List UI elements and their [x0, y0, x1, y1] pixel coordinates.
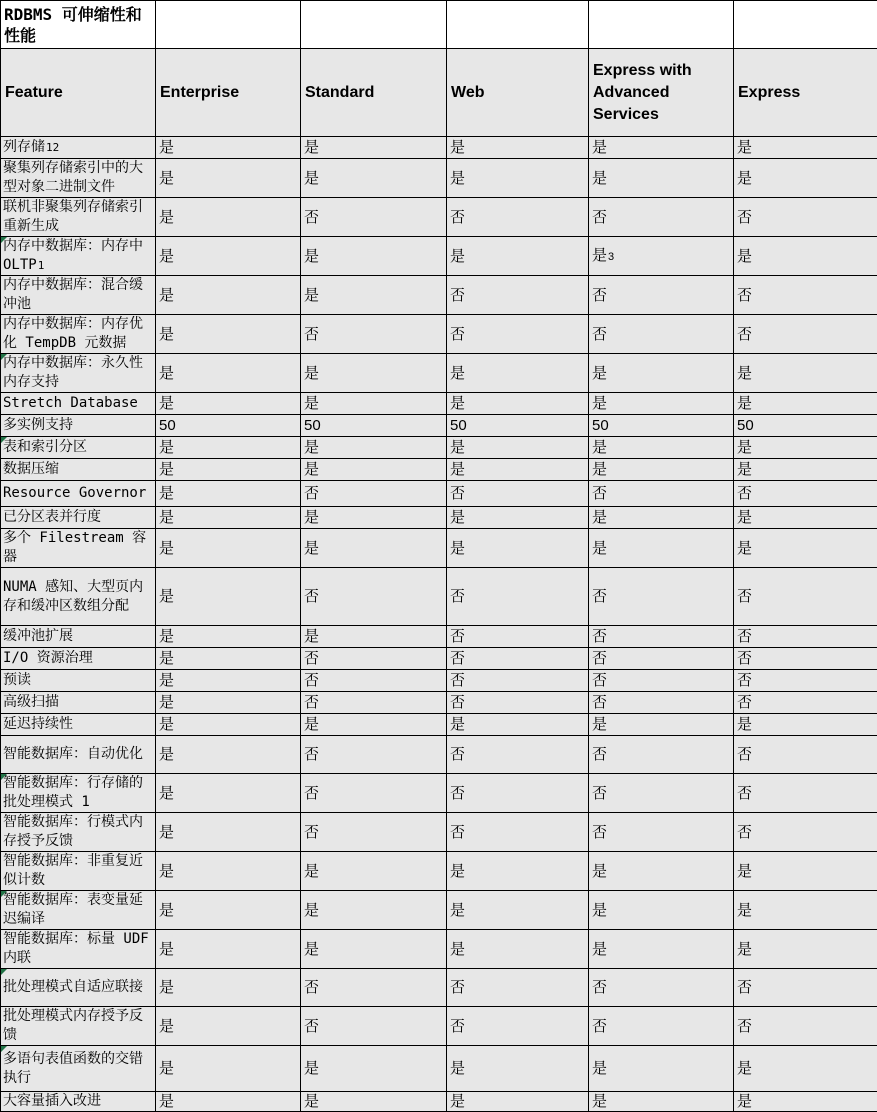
value-cell[interactable]: 是 [301, 891, 447, 930]
value-cell[interactable]: 是 [447, 159, 589, 198]
value-cell[interactable]: 否 [301, 736, 447, 774]
feature-cell[interactable]: 数据压缩 [1, 459, 156, 481]
value-cell[interactable]: 是 [156, 507, 301, 529]
table-row [1, 315, 877, 354]
value-cell[interactable]: 是 [734, 354, 877, 393]
value-cell[interactable]: 是 [156, 137, 301, 159]
value-cell[interactable]: 否 [734, 481, 877, 507]
value-cell[interactable]: 否 [734, 692, 877, 714]
value-cell[interactable]: 是 [734, 437, 877, 459]
value-cell[interactable]: 是 [156, 159, 301, 198]
value-cell[interactable]: 是 [734, 1046, 877, 1092]
table-row [1, 237, 877, 276]
value-cell[interactable]: 是 [301, 714, 447, 736]
table-row [1, 714, 877, 736]
value-cell[interactable]: 是 [156, 774, 301, 813]
value-cell[interactable]: 是 [301, 529, 447, 568]
value-cell[interactable]: 否 [447, 626, 589, 648]
value-cell[interactable]: 是 [301, 354, 447, 393]
value-cell[interactable]: 否 [447, 670, 589, 692]
value-cell[interactable]: 否 [589, 1007, 734, 1046]
value-cell[interactable]: 是 [301, 852, 447, 891]
value-cell[interactable]: 是 [301, 626, 447, 648]
value-cell[interactable]: 否 [734, 670, 877, 692]
value-cell[interactable]: 否 [589, 692, 734, 714]
value-cell[interactable]: 是 [156, 648, 301, 670]
value-cell[interactable]: 否 [301, 969, 447, 1007]
column-header-express-advanced-services[interactable]: Express with Advanced Services [589, 49, 734, 137]
footnote-ref: 12 [45, 141, 59, 154]
table-row [1, 159, 877, 198]
feature-cell[interactable]: 聚集列存储索引中的大型对象二进制文件 [1, 159, 156, 198]
value-cell[interactable]: 是 [734, 1092, 877, 1112]
table-row [1, 459, 877, 481]
column-header-feature[interactable]: Feature [1, 49, 156, 137]
value-cell[interactable]: 否 [301, 1007, 447, 1046]
feature-cell[interactable]: 智能数据库：表变量延迟编译 [1, 891, 156, 930]
value-cell[interactable]: 是 [447, 714, 589, 736]
value-cell[interactable]: 否 [734, 774, 877, 813]
value-cell[interactable]: 是 [447, 1046, 589, 1092]
value-cell[interactable]: 50 [301, 415, 447, 437]
value-cell[interactable]: 是 [156, 237, 301, 276]
value-cell[interactable]: 否 [301, 648, 447, 670]
value-cell[interactable]: 否 [734, 198, 877, 237]
value-cell[interactable]: 否 [589, 648, 734, 670]
value-cell[interactable]: 否 [734, 813, 877, 852]
value-cell[interactable]: 是 [156, 354, 301, 393]
value-cell[interactable]: 是 [734, 159, 877, 198]
value-cell[interactable]: 否 [301, 198, 447, 237]
table-row [1, 1046, 877, 1092]
value-cell[interactable]: 是 [301, 507, 447, 529]
value-cell[interactable]: 否 [734, 1007, 877, 1046]
value-cell[interactable]: 否 [734, 969, 877, 1007]
feature-cell[interactable]: 预读 [1, 670, 156, 692]
value-cell[interactable]: 否 [447, 736, 589, 774]
column-header-row [1, 49, 877, 137]
feature-cell[interactable]: 批处理模式内存授予反馈 [1, 1007, 156, 1046]
feature-cell[interactable]: 智能数据库：非重复近似计数 [1, 852, 156, 891]
value-cell[interactable]: 50 [447, 415, 589, 437]
table-row [1, 198, 877, 237]
value-cell[interactable]: 否 [301, 315, 447, 354]
table-row [1, 481, 877, 507]
table-title-row [1, 1, 877, 49]
value-cell[interactable]: 是 [447, 1092, 589, 1112]
value-cell[interactable]: 是 [589, 354, 734, 393]
value-cell[interactable]: 否 [589, 626, 734, 648]
column-header-enterprise[interactable]: Enterprise [156, 49, 301, 137]
value-cell[interactable]: 否 [447, 648, 589, 670]
value-cell[interactable]: 是 [589, 507, 734, 529]
table-row [1, 437, 877, 459]
feature-cell[interactable]: 智能数据库：行存储的批处理模式 1 [1, 774, 156, 813]
table-row [1, 1092, 877, 1112]
value-cell[interactable]: 是 [734, 459, 877, 481]
table-body [1, 137, 877, 1112]
value-cell[interactable]: 否 [447, 692, 589, 714]
value-cell[interactable]: 否 [734, 648, 877, 670]
value-cell[interactable]: 否 [589, 315, 734, 354]
feature-cell[interactable]: 内存中数据库：永久性内存支持 [1, 354, 156, 393]
value-cell[interactable]: 是 [734, 529, 877, 568]
column-header-web[interactable]: Web [447, 49, 589, 137]
empty-cell[interactable] [156, 1, 301, 49]
value-cell[interactable]: 是 [301, 930, 447, 969]
table-row [1, 137, 877, 159]
feature-cell[interactable]: 智能数据库：自动优化 [1, 736, 156, 774]
value-cell[interactable]: 否 [447, 481, 589, 507]
value-cell[interactable]: 是 [156, 692, 301, 714]
value-cell[interactable]: 是 [589, 137, 734, 159]
feature-cell[interactable]: 已分区表并行度 [1, 507, 156, 529]
feature-cell[interactable]: 内存中数据库：混合缓冲池 [1, 276, 156, 315]
value-cell[interactable]: 是 [301, 437, 447, 459]
empty-cell[interactable] [734, 1, 877, 49]
feature-cell[interactable]: 智能数据库：行模式内存授予反馈 [1, 813, 156, 852]
feature-cell[interactable]: 表和索引分区 [1, 437, 156, 459]
value-cell[interactable]: 是 [734, 714, 877, 736]
value-cell[interactable]: 否 [301, 774, 447, 813]
value-cell[interactable]: 是 [589, 1092, 734, 1112]
value-cell[interactable]: 是 [447, 354, 589, 393]
value-cell[interactable]: 是 [589, 852, 734, 891]
value-cell[interactable]: 否 [447, 568, 589, 626]
value-cell[interactable]: 50 [734, 415, 877, 437]
value-cell[interactable]: 是 [301, 159, 447, 198]
value-cell[interactable]: 是 [156, 852, 301, 891]
table-row [1, 969, 877, 1007]
empty-cell[interactable] [589, 1, 734, 49]
feature-cell[interactable]: 多实例支持 [1, 415, 156, 437]
value-cell[interactable]: 否 [301, 481, 447, 507]
value-cell[interactable]: 是 [589, 159, 734, 198]
value-cell[interactable]: 是 [589, 437, 734, 459]
value-cell[interactable]: 否 [589, 670, 734, 692]
feature-cell[interactable]: Stretch Database [1, 393, 156, 415]
table-row [1, 648, 877, 670]
value-cell[interactable]: 是 [301, 237, 447, 276]
value-cell[interactable]: 否 [589, 276, 734, 315]
column-header-express[interactable]: Express [734, 49, 877, 137]
value-cell[interactable]: 是 [589, 393, 734, 415]
value-cell[interactable]: 是 [301, 1092, 447, 1112]
value-cell[interactable]: 是 [734, 930, 877, 969]
feature-cell[interactable]: 批处理模式自适应联接 [1, 969, 156, 1007]
empty-cell[interactable] [447, 1, 589, 49]
value-cell[interactable]: 是 [734, 237, 877, 276]
value-cell[interactable]: 否 [734, 626, 877, 648]
table-row [1, 736, 877, 774]
value-cell[interactable]: 是 [589, 891, 734, 930]
value-cell[interactable]: 是 [156, 891, 301, 930]
value-cell[interactable]: 是 [447, 237, 589, 276]
feature-cell[interactable]: 高级扫描 [1, 692, 156, 714]
feature-cell[interactable]: Resource Governor [1, 481, 156, 507]
value-cell[interactable]: 是 [589, 459, 734, 481]
value-cell[interactable]: 否 [734, 315, 877, 354]
value-cell[interactable]: 否 [447, 774, 589, 813]
value-cell[interactable]: 是 [156, 1007, 301, 1046]
value-cell[interactable]: 否 [301, 813, 447, 852]
value-cell[interactable]: 否 [589, 774, 734, 813]
feature-cell[interactable]: 多个 Filestream 容器 [1, 529, 156, 568]
value-cell[interactable]: 是 [156, 393, 301, 415]
value-cell[interactable]: 是 [156, 198, 301, 237]
table-row [1, 813, 877, 852]
footnote-ref: 1 [37, 259, 45, 272]
value-cell[interactable]: 否 [447, 315, 589, 354]
feature-cell[interactable]: 内存中数据库：内存优化 TempDB 元数据 [1, 315, 156, 354]
value-cell[interactable]: 是 [734, 891, 877, 930]
value-cell[interactable]: 是 [447, 852, 589, 891]
footnote-ref: 3 [607, 251, 614, 263]
value-cell[interactable]: 否 [447, 198, 589, 237]
table-title-cell[interactable]: RDBMS 可伸缩性和性能 [1, 1, 156, 49]
value-cell[interactable]: 否 [589, 568, 734, 626]
feature-cell[interactable]: 联机非聚集列存储索引重新生成 [1, 198, 156, 237]
table-row [1, 1007, 877, 1046]
value-cell[interactable]: 否 [589, 198, 734, 237]
value-cell[interactable]: 是 [447, 137, 589, 159]
value-cell[interactable]: 50 [156, 415, 301, 437]
value-cell[interactable]: 是 [156, 437, 301, 459]
table-row [1, 529, 877, 568]
table-row [1, 415, 877, 437]
table-row [1, 774, 877, 813]
feature-cell[interactable]: 缓冲池扩展 [1, 626, 156, 648]
value-cell[interactable]: 否 [589, 813, 734, 852]
value-cell[interactable]: 是 [156, 813, 301, 852]
feature-cell[interactable]: 大容量插入改进 [1, 1092, 156, 1112]
value-cell[interactable]: 否 [589, 736, 734, 774]
feature-cell[interactable]: 多语句表值函数的交错执行 [1, 1046, 156, 1092]
value-cell[interactable]: 是 [447, 507, 589, 529]
value-cell[interactable]: 是 [301, 459, 447, 481]
table-row [1, 930, 877, 969]
value-cell[interactable]: 是 [156, 626, 301, 648]
value-cell[interactable]: 是 [156, 714, 301, 736]
value-cell[interactable]: 是 [447, 891, 589, 930]
table-row [1, 568, 877, 626]
value-cell[interactable]: 是 [156, 969, 301, 1007]
value-cell[interactable]: 是 [156, 315, 301, 354]
value-cell[interactable]: 是 [301, 393, 447, 415]
value-cell[interactable]: 是 [447, 437, 589, 459]
value-cell[interactable]: 是 [156, 670, 301, 692]
value-cell[interactable]: 是 [447, 930, 589, 969]
value-cell[interactable]: 否 [301, 692, 447, 714]
feature-cell[interactable]: 智能数据库：标量 UDF 内联 [1, 930, 156, 969]
value-cell[interactable]: 是 [589, 930, 734, 969]
value-cell[interactable]: 是 [447, 459, 589, 481]
value-cell[interactable]: 否 [447, 1007, 589, 1046]
value-cell[interactable]: 是3 [589, 237, 734, 276]
value-cell[interactable]: 是 [156, 1092, 301, 1112]
table-row [1, 670, 877, 692]
value-cell[interactable]: 是 [589, 529, 734, 568]
value-cell[interactable]: 是 [589, 714, 734, 736]
value-cell[interactable]: 是 [156, 1046, 301, 1092]
value-cell[interactable]: 否 [734, 276, 877, 315]
feature-cell[interactable]: 内存中数据库：内存中 OLTP1 [1, 237, 156, 276]
value-cell[interactable]: 50 [589, 415, 734, 437]
table-row [1, 626, 877, 648]
value-cell[interactable]: 是 [156, 736, 301, 774]
feature-cell[interactable]: I/O 资源治理 [1, 648, 156, 670]
table-row [1, 692, 877, 714]
table-row [1, 507, 877, 529]
table-row [1, 393, 877, 415]
table-row [1, 354, 877, 393]
value-cell[interactable]: 是 [734, 137, 877, 159]
value-cell[interactable]: 是 [156, 930, 301, 969]
table-row [1, 852, 877, 891]
value-cell[interactable]: 是 [156, 529, 301, 568]
value-cell[interactable]: 是 [589, 1046, 734, 1092]
value-cell[interactable]: 是 [301, 276, 447, 315]
value-cell[interactable]: 是 [156, 459, 301, 481]
value-cell[interactable]: 是 [734, 507, 877, 529]
value-cell[interactable]: 否 [589, 481, 734, 507]
value-cell[interactable]: 否 [447, 813, 589, 852]
value-cell[interactable]: 否 [447, 276, 589, 315]
feature-cell[interactable]: NUMA 感知、大型页内存和缓冲区数组分配 [1, 568, 156, 626]
value-cell[interactable]: 否 [734, 736, 877, 774]
value-cell[interactable]: 否 [447, 969, 589, 1007]
feature-cell[interactable]: 列存储12 [1, 137, 156, 159]
value-cell[interactable]: 否 [301, 568, 447, 626]
value-cell[interactable]: 是 [156, 481, 301, 507]
value-cell[interactable]: 是 [156, 276, 301, 315]
value-cell[interactable]: 否 [301, 670, 447, 692]
feature-cell[interactable]: 延迟持续性 [1, 714, 156, 736]
value-cell[interactable]: 是 [447, 393, 589, 415]
table-row [1, 276, 877, 315]
value-cell[interactable]: 是 [301, 1046, 447, 1092]
table-row [1, 891, 877, 930]
value-cell[interactable]: 是 [156, 568, 301, 626]
value-cell[interactable]: 是 [734, 852, 877, 891]
empty-cell[interactable] [301, 1, 447, 49]
value-cell[interactable]: 是 [447, 529, 589, 568]
value-cell[interactable]: 是 [301, 137, 447, 159]
column-header-standard[interactable]: Standard [301, 49, 447, 137]
value-cell[interactable]: 否 [734, 568, 877, 626]
value-cell[interactable]: 否 [589, 969, 734, 1007]
value-cell[interactable]: 是 [734, 393, 877, 415]
